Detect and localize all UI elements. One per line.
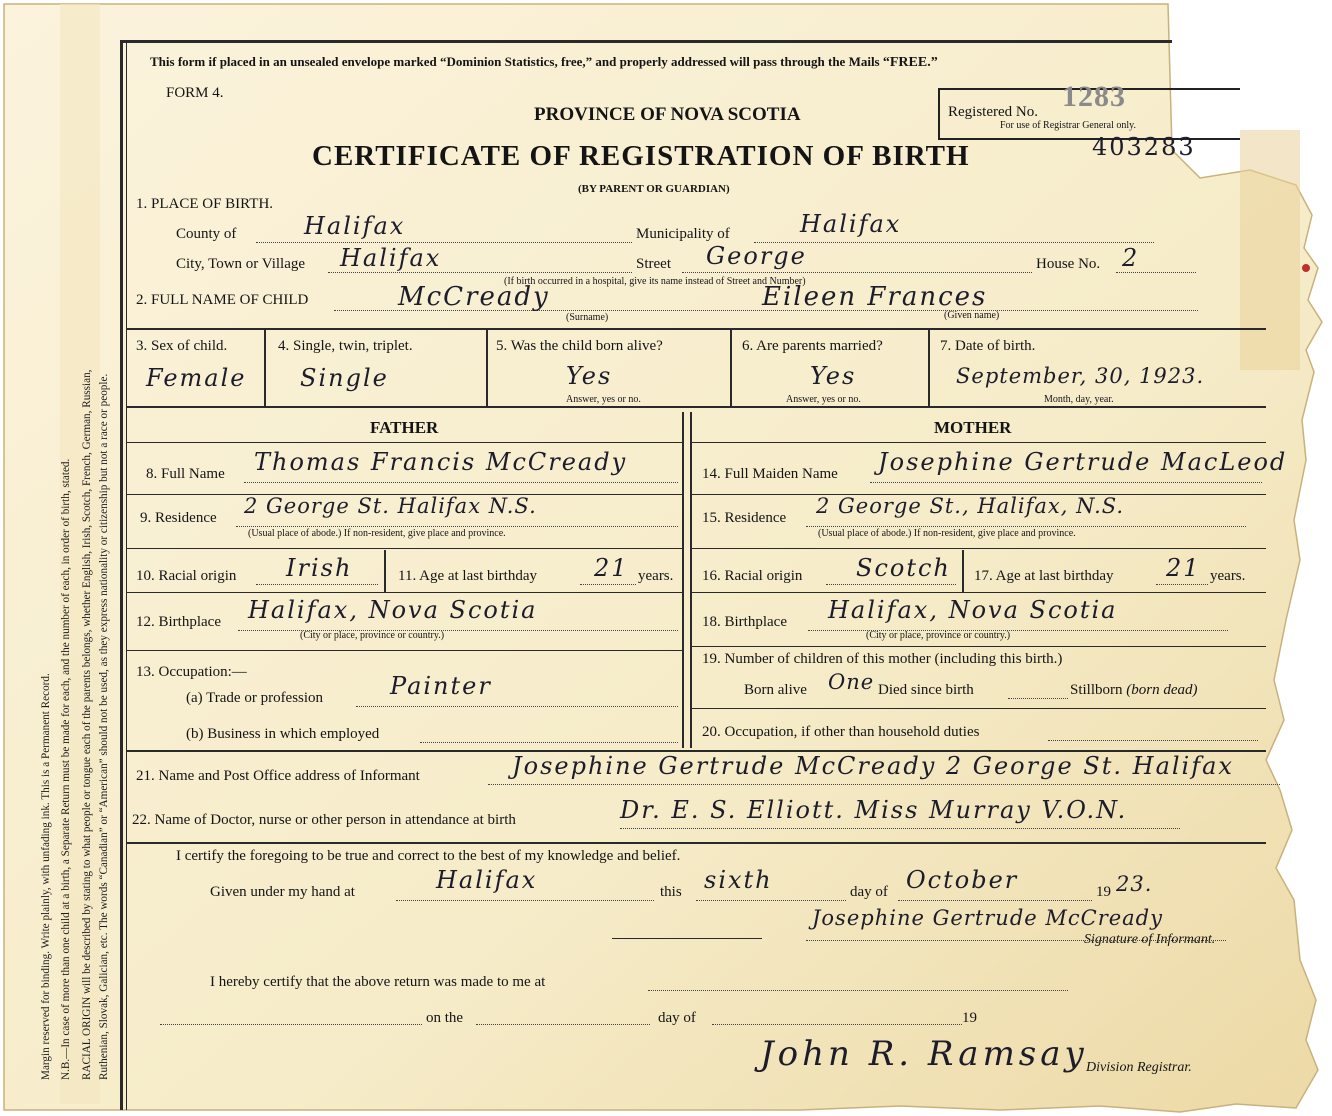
registrar-day-of-label: day of <box>658 1010 696 1026</box>
informant-label: 21. Name and Post Office address of Informant <box>136 768 420 784</box>
informant-value: Josephine Gertrude McCready 2 George St. Halifax <box>512 752 1234 780</box>
father-trade-value: Painter <box>390 672 492 700</box>
registered-no-label: Registered No. <box>948 104 1038 120</box>
father-age-label: 11. Age at last birthday <box>398 568 537 584</box>
given-day-line <box>696 900 846 901</box>
form-number: FORM 4. <box>166 85 224 101</box>
row-3-7-divider-3 <box>730 330 732 406</box>
registrar-statement: I hereby certify that the above return was made to me at <box>210 974 546 990</box>
surname-caption: (Surname) <box>566 312 609 323</box>
form-border-left <box>120 40 123 1110</box>
mother-row-16-rule <box>692 592 1266 593</box>
registrar-signature: John R. Ramsay <box>760 1034 1088 1074</box>
hospital-note: (If birth occurred in a hospital, give its name instead of Street and Number) <box>504 276 806 287</box>
mother-racial-divider <box>962 550 964 592</box>
father-residence-value: 2 George St. Halifax N.S. <box>244 494 537 518</box>
row-3-7-divider-2 <box>486 330 488 406</box>
informant-signature-line <box>806 940 1226 941</box>
mother-children-label: 19. Number of children of this mother (including this birth.) <box>702 651 1063 667</box>
father-heading-rule <box>126 442 682 443</box>
given-name-caption: (Given name) <box>944 310 1000 321</box>
municipality-value: Halifax <box>800 210 902 238</box>
father-birthplace-label: 12. Birthplace <box>136 614 221 630</box>
father-residence-line <box>236 526 678 527</box>
father-age-value: 21 <box>594 554 629 582</box>
house-no-value: 2 <box>1122 244 1140 272</box>
attendant-label: 22. Name of Doctor, nurse or other person in attendance at birth <box>132 812 516 828</box>
form-border-top <box>120 40 1172 43</box>
father-birthplace-value: Halifax, Nova Scotia <box>248 596 538 624</box>
given-under-label: Given under my hand at <box>210 884 355 900</box>
day-of-label: day of <box>850 884 888 900</box>
mother-heading-rule <box>692 442 1266 443</box>
certification-statement: I certify the foregoing to be true and correct to the best of my knowledge and belief. <box>176 848 681 864</box>
born-alive-answer-caption: Answer, yes or no. <box>566 394 641 405</box>
father-name-label: 8. Full Name <box>146 466 225 482</box>
parents-married-answer-caption: Answer, yes or no. <box>786 394 861 405</box>
registrar-date-line-3 <box>712 1024 962 1025</box>
mother-age-label: 17. Age at last birthday <box>974 568 1114 584</box>
mother-birthplace-value: Halifax, Nova Scotia <box>828 596 1118 624</box>
father-age-line <box>580 584 636 585</box>
page-title: CERTIFICATE OF REGISTRATION OF BIRTH <box>312 140 970 172</box>
father-row-12-rule <box>126 650 682 651</box>
registrar-date-line-1 <box>160 1024 422 1025</box>
born-alive-count-label: Born alive <box>744 682 807 698</box>
attendant-value: Dr. E. S. Elliott. Miss Murray V.O.N. <box>620 796 1128 824</box>
born-alive-value: Yes <box>566 362 613 390</box>
given-year-value: 23. <box>1116 872 1153 896</box>
registered-number-handwritten: 403283 <box>1092 133 1196 161</box>
father-row-9-rule <box>126 548 682 549</box>
father-racial-line <box>256 584 378 585</box>
dob-value: September, 30, 1923. <box>956 364 1205 388</box>
child-given-name: Eileen Frances <box>762 282 988 312</box>
sections-bottom-rule <box>126 842 1266 844</box>
municipality-label: Municipality of <box>636 226 730 242</box>
street-label: Street <box>636 256 671 272</box>
died-since-birth-label: Died since birth <box>878 682 974 698</box>
county-line <box>256 242 632 243</box>
dob-caption: Month, day, year. <box>1044 394 1114 405</box>
mother-heading: MOTHER <box>934 418 1012 437</box>
registrar-year-prefix: 19 <box>962 1010 977 1026</box>
mother-row-19-rule <box>692 708 1266 709</box>
mother-occupation-label: 20. Occupation, if other than household duties <box>702 724 980 740</box>
given-year-prefix: 19 <box>1096 884 1111 900</box>
given-month-value: October <box>906 866 1019 894</box>
county-value: Halifax <box>304 212 406 240</box>
mother-name-label: 14. Full Maiden Name <box>702 466 838 482</box>
mother-years-label: years. <box>1210 568 1246 584</box>
father-trade-label: (a) Trade or profession <box>186 690 324 706</box>
mother-birthplace-label: 18. Birthplace <box>702 614 787 630</box>
province-heading: PROVINCE OF NOVA SCOTIA <box>534 104 801 125</box>
father-name-value: Thomas Francis McCready <box>254 448 628 476</box>
stillborn-label: Stillborn (born dead) <box>1070 682 1198 698</box>
mother-racial-value: Scotch <box>856 554 951 582</box>
born-alive-label: 5. Was the child born alive? <box>496 338 663 354</box>
child-surname: McCready <box>398 282 550 312</box>
municipality-line <box>754 242 1154 243</box>
parents-married-label: 6. Are parents married? <box>742 338 883 354</box>
sex-label: 3. Sex of child. <box>136 338 228 354</box>
mother-residence-line <box>806 526 1246 527</box>
street-value: George <box>706 242 807 270</box>
city-value: Halifax <box>340 244 442 272</box>
mother-racial-label: 16. Racial origin <box>702 568 803 584</box>
father-residence-label: 9. Residence <box>140 510 217 526</box>
city-label: City, Town or Village <box>176 256 306 272</box>
registered-number-stamp: 1283 <box>1062 80 1126 113</box>
father-birthplace-caption: (City or place, province or country.) <box>300 630 445 641</box>
father-heading: FATHER <box>370 418 439 437</box>
father-racial-label: 10. Racial origin <box>136 568 237 584</box>
house-no-label: House No. <box>1036 256 1101 272</box>
informant-signature: Josephine Gertrude McCready <box>812 906 1163 930</box>
margin-note-multiple-births: N.B.—In case of more than one child at a birth, a Separate Return must be made for each, and the number of each, in order of birth, stated. <box>60 458 72 1080</box>
registrar-date-line-2 <box>476 1024 650 1025</box>
given-place-value: Halifax <box>436 866 538 894</box>
margin-note-binding: Margin reserved for binding. Write plainly, with unfading ink. This is a Permanent Record. <box>40 673 52 1080</box>
father-years-label: years. <box>638 568 674 584</box>
mother-row-18-rule <box>692 646 1266 647</box>
division-registrar-caption: Division Registrar. <box>1086 1060 1192 1075</box>
mother-residence-caption: (Usual place of abode.) If non-resident, give place and province. <box>818 528 1076 539</box>
certification-short-rule <box>612 938 762 939</box>
died-since-birth-line <box>1008 698 1068 699</box>
column-divider-left <box>682 412 684 748</box>
mother-residence-value: 2 George St., Halifax, N.S. <box>816 494 1125 518</box>
margin-note-nationality: Ruthenian, Slovak, Galician, etc. The words “Canadian” or “American” should not be used, as they express nationality or citizenship but not a race or people. <box>98 373 110 1080</box>
form-border-left-inner <box>126 40 127 1110</box>
father-name-line <box>244 482 678 483</box>
margin-note-racial-origin: RACIAL ORIGIN will be described by stating to what people or tongue each of the parents belongs, whether English, Irish, Scotch, French, German, Russian, <box>81 369 93 1080</box>
page-subtitle: (BY PARENT OR GUARDIAN) <box>578 183 730 195</box>
place-of-birth-heading: 1. PLACE OF BIRTH. <box>136 196 274 212</box>
father-racial-divider <box>384 550 386 592</box>
father-trade-line <box>356 706 678 707</box>
row-3-7-top-rule <box>126 328 1266 330</box>
parents-married-value: Yes <box>810 362 857 390</box>
street-line <box>682 272 1032 273</box>
mother-name-value: Josephine Gertrude MacLeod <box>878 448 1288 476</box>
informant-signature-caption: Signature of Informant. <box>1084 932 1216 947</box>
registrar-place-line <box>648 990 1068 991</box>
plurality-label: 4. Single, twin, triplet. <box>278 338 413 354</box>
mother-row-15-rule <box>692 548 1266 549</box>
given-month-line <box>898 900 1092 901</box>
father-racial-value: Irish <box>286 554 353 582</box>
registrar-on-the-label: on the <box>426 1010 464 1026</box>
mother-name-line <box>870 482 1262 483</box>
father-occupation-label: 13. Occupation:— <box>136 664 247 680</box>
postal-notice: This form if placed in an unsealed envelope marked “Dominion Statistics, free,” and properly addressed will pass through the Mails “FREE.” <box>150 54 938 70</box>
mother-age-value: 21 <box>1166 554 1201 582</box>
father-business-label: (b) Business in which employed <box>186 726 380 742</box>
house-no-line <box>1116 272 1196 273</box>
given-place-line <box>396 900 654 901</box>
mother-residence-label: 15. Residence <box>702 510 787 526</box>
born-alive-count-value: One <box>828 670 875 694</box>
father-row-10-rule <box>126 592 682 593</box>
row-3-7-bottom-rule <box>126 406 1266 408</box>
attendant-line <box>620 828 1180 829</box>
mother-occupation-line <box>1048 740 1258 741</box>
dob-label: 7. Date of birth. <box>940 338 1036 354</box>
column-divider-right <box>690 412 692 748</box>
given-day-value: sixth <box>704 866 773 894</box>
mother-birthplace-caption: (City or place, province or country.) <box>866 630 1011 641</box>
this-label: this <box>660 884 682 900</box>
mother-age-line <box>1156 584 1208 585</box>
father-business-line <box>420 742 678 743</box>
mother-racial-line <box>826 584 956 585</box>
child-name-label: 2. FULL NAME OF CHILD <box>136 292 309 308</box>
city-line <box>328 272 632 273</box>
row-3-7-divider-1 <box>264 330 266 406</box>
registrar-use-note: For use of Registrar General only. <box>1000 120 1136 131</box>
row-3-7-divider-4 <box>928 330 930 406</box>
informant-line <box>488 784 1280 785</box>
father-residence-caption: (Usual place of abode.) If non-resident, give place and province. <box>248 528 506 539</box>
sex-value: Female <box>146 364 247 392</box>
plurality-value: Single <box>300 364 389 392</box>
county-label: County of <box>176 226 237 242</box>
